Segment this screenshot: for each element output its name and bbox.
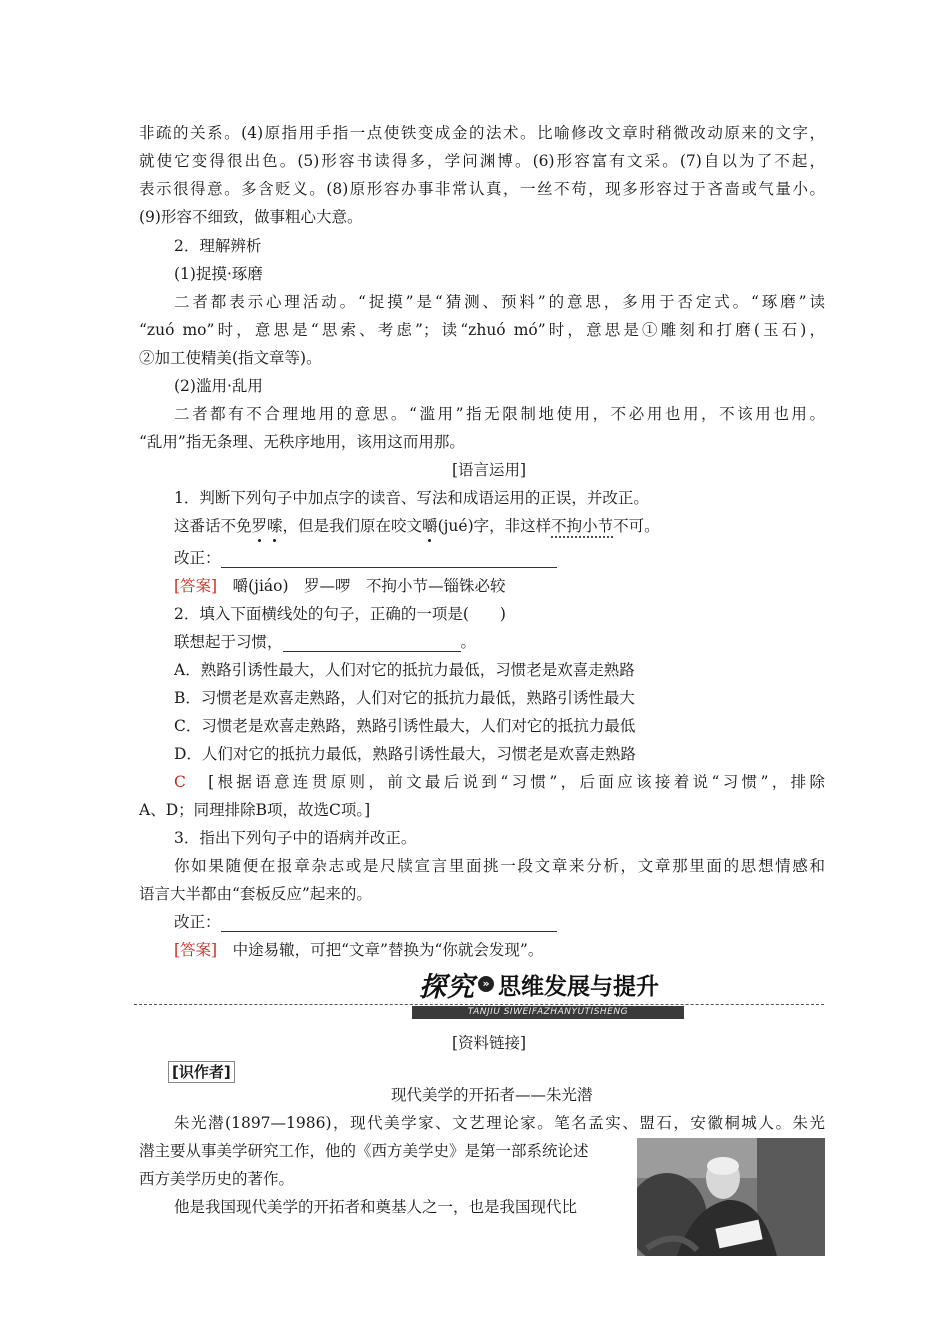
banner-title: 探究 » 思维发展与提升	[419, 971, 659, 1003]
answer-row	[174, 940, 543, 960]
text-line: (9)形容不细致，做事粗心大意。	[139, 208, 363, 226]
answer-blank[interactable]	[221, 915, 557, 932]
text-line: 表示很得意。多含贬义。(8)原形容办事非常认真，一丝不苟，现多形容过于吝啬或气量小。	[139, 180, 825, 198]
portrait-photo	[637, 1138, 825, 1256]
text-line: 西方美学历史的著作。	[139, 1170, 295, 1188]
answer-row	[174, 576, 506, 596]
explanation-line: C [根据语意连贯原则，前文最后说到“习惯”，后面应该接着说“习惯”，排除	[174, 773, 825, 791]
answer-text: 嚼(jiáo) 罗—啰 不拘小节—锱铢必较	[232, 577, 506, 595]
answer-tag: [答案]	[174, 577, 218, 595]
answer-line: 改正：	[174, 912, 557, 932]
text-line: “乱用”指无条理、无秩序地用，该用这而用那。	[139, 433, 465, 451]
text-line: 二者都表示心理活动。“捉摸”是“猜测、预料”的意思，多用于否定式。“琢磨”读	[174, 293, 825, 311]
section-banner	[134, 966, 824, 1026]
answer-tag: [答案]	[174, 941, 218, 959]
section-heading: [资料链接]	[452, 1034, 527, 1052]
option-b: B．习惯老是欢喜走熟路，人们对它的抵抗力最低，熟路引诱性最大	[174, 689, 635, 707]
question-title: 3．指出下列句子中的语病并改正。	[174, 829, 417, 847]
question-title: 2．填入下面横线处的句子，正确的一项是( )	[174, 605, 506, 623]
fill-blank[interactable]	[283, 635, 461, 652]
answer-blank[interactable]	[221, 551, 557, 568]
text-line: “zuó mo”时，意思是“思索、考虑”；读“zhuó mó”时，意思是①雕刻和打磨(玉石)，	[139, 321, 825, 339]
option-d: D．人们对它的抵抗力最低，熟路引诱性最大，习惯老是欢喜走熟路	[174, 745, 636, 763]
answer-text: 中途易辙，可把“文章”替换为“你就会发现”。	[232, 941, 544, 959]
text-line: ②加工使精美(指文章等)。	[139, 349, 322, 367]
question-sentence: 这番话不免罗嗦，但是我们原在咬文嚼(jué)字，非这样不拘小节不可。	[174, 517, 660, 535]
chevron-right-icon: »	[478, 976, 494, 992]
text-line: 就使它变得很出色。(5)形容书读得多，学问渊博。(6)形容富有文采。(7)自以为了不起，	[139, 152, 825, 170]
portrait-photo-art	[637, 1138, 825, 1256]
subsection-title: (1)捉摸·琢磨	[174, 265, 263, 283]
text-line: 他是我国现代美学的开拓者和奠基人之一，也是我国现代比	[174, 1198, 578, 1216]
text-line: 语言大半都由“套板反应”起来的。	[139, 885, 372, 903]
text-line: 潜主要从事美学研究工作，他的《西方美学史》是第一部系统论述	[139, 1142, 589, 1160]
text-line: 你如果随便在报章杂志或是尺牍宣言里面挑一段文章来分析，文章那里面的思想情感和	[174, 857, 825, 875]
section-title: 2．理解辨析	[174, 237, 262, 255]
text-line: 朱光潜(1897—1986)，现代美学家、文艺理论家。笔名孟实、盟石，安徽桐城人。朱光	[174, 1114, 825, 1132]
banner-subtitle: TANJIU SIWEIFAZHANYUTISHENG	[412, 1006, 684, 1019]
question-stem: 联想起于习惯， 。	[174, 633, 477, 651]
answer-letter: C	[174, 773, 186, 791]
option-a: A．熟路引诱性最大，人们对它的抵抗力最低，习惯老是欢喜走熟路	[174, 661, 635, 679]
option-c: C．习惯老是欢喜走熟路，熟路引诱性最大，人们对它的抵抗力最低	[174, 717, 636, 735]
dashed-divider	[134, 1004, 824, 1005]
section-heading: [语言运用]	[452, 461, 527, 479]
author-tag: [识作者]	[168, 1061, 235, 1083]
emphasized-char: 罗	[251, 517, 268, 535]
subsection-title: (2)滥用·乱用	[174, 377, 263, 395]
text-line: 二者都有不合理地用的意思。“滥用”指无限制地使用，不必用也用，不该用也用。	[174, 405, 825, 423]
text-line: 非疏的关系。(4)原指用手指一点使铁变成金的法术。比喻修改文章时稍微改动原来的文字，	[139, 124, 825, 142]
answer-line: 改正：	[174, 548, 557, 568]
emphasized-idiom: 不拘小节	[551, 517, 614, 535]
article-title: 现代美学的开拓者——朱光潜	[391, 1086, 593, 1104]
question-title: 1．判断下列句子中加点字的读音、写法和成语运用的正误，并改正。	[174, 489, 649, 507]
explanation-line: A、D；同理排除B项，故选C项。]	[139, 801, 371, 819]
emphasized-char: 嗦	[267, 517, 283, 535]
emphasized-char: 嚼	[422, 517, 438, 535]
